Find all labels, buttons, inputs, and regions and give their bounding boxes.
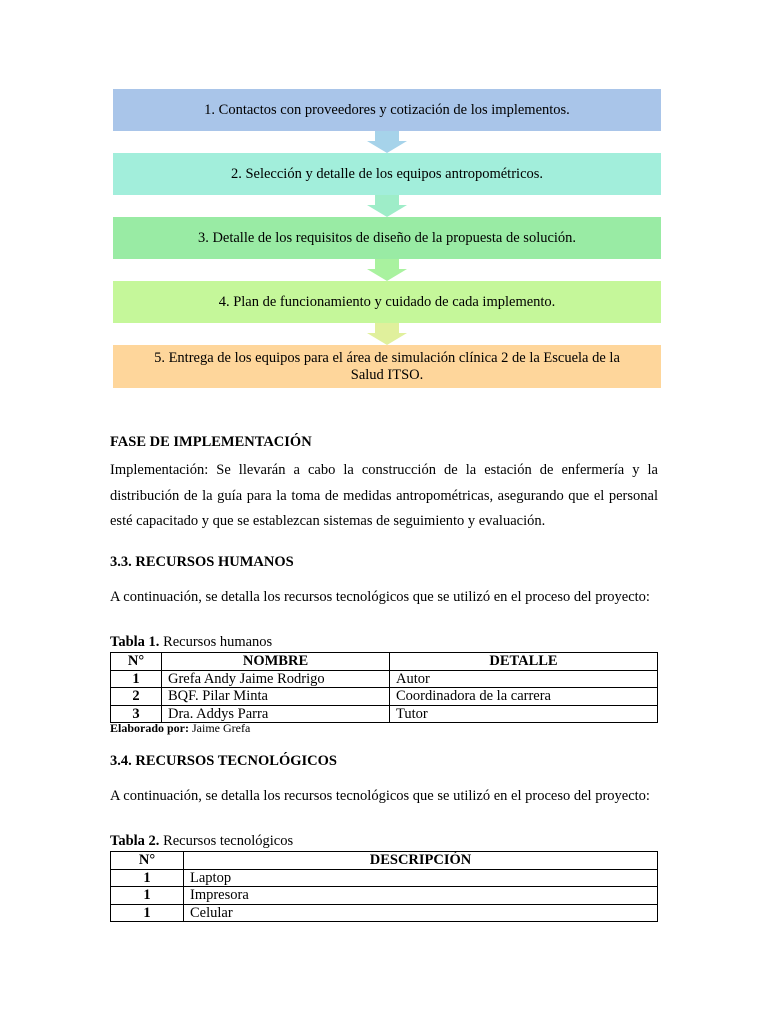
table1-cell-nombre: Grefa Andy Jaime Rodrigo <box>162 670 390 688</box>
flow-step-1: 1. Contactos con proveedores y cotización de los implementos. <box>113 89 661 131</box>
table1-source-label: Elaborado por: <box>110 721 190 735</box>
flow-step-4: 4. Plan de funcionamiento y cuidado de cada implemento. <box>113 281 661 323</box>
table-row <box>111 869 658 887</box>
flow-step-3: 3. Detalle de los requisitos de diseño de la propuesta de solución. <box>113 217 661 259</box>
flow-arrow-4 <box>113 323 661 345</box>
table1-caption-label: Tabla 1. <box>110 634 160 650</box>
process-flow <box>113 89 661 388</box>
fase-paragraph: Implementación: Se llevarán a cabo la construcción de la estación de enfermería y la distribución de la guía para la toma de medidas antropométricas, asegurando que el personal esté capacitado y que se establezcan sistemas de seguimiento y evaluación. <box>110 462 658 529</box>
table2-cell-n: 1 <box>111 904 184 922</box>
table1-header-nombre: NOMBRE <box>162 653 390 671</box>
humanos-intro: A continuación, se detalla los recursos tecnológicos que se utilizó en el proceso del proyecto: <box>110 589 650 605</box>
table1-source <box>110 721 250 736</box>
table2-caption-text: Recursos tecnológicos <box>159 833 294 849</box>
tecnologicos-intro: A continuación, se detalla los recursos tecnológicos que se utilizó en el proceso del proyecto: <box>110 788 650 804</box>
table1-cell-nombre: Dra. Addys Parra <box>162 705 390 723</box>
table2-header-n: N° <box>111 852 184 870</box>
table-recursos-humanos <box>110 652 658 723</box>
table2-header-descripcion: DESCRIPCIÓN <box>184 852 658 870</box>
table2-cell-descripcion: Celular <box>184 904 658 922</box>
table2-cell-n: 1 <box>111 887 184 905</box>
table1-caption <box>110 634 272 651</box>
table1-cell-n: 1 <box>111 670 162 688</box>
table1-header-n: N° <box>111 653 162 671</box>
table1-cell-nombre: BQF. Pilar Minta <box>162 688 390 706</box>
flow-step-5: 5. Entrega de los equipos para el área de simulación clínica 2 de la Escuela de la Salud ITSO. <box>113 345 661 388</box>
humanos-heading: 3.3. RECURSOS HUMANOS <box>110 554 294 570</box>
table1-cell-detalle: Coordinadora de la carrera <box>390 688 658 706</box>
table1-header-detalle: DETALLE <box>390 653 658 671</box>
table1-cell-n: 2 <box>111 688 162 706</box>
table2-cell-n: 1 <box>111 869 184 887</box>
table-recursos-tecnologicos <box>110 851 658 922</box>
tecnologicos-heading: 3.4. RECURSOS TECNOLÓGICOS <box>110 753 337 769</box>
table-row <box>111 688 658 706</box>
table-row <box>111 904 658 922</box>
table2-caption-label: Tabla 2. <box>110 833 160 849</box>
table2-header-row <box>111 852 658 870</box>
table2-cell-descripcion: Impresora <box>184 887 658 905</box>
table1-source-text: Jaime Grefa <box>189 721 251 735</box>
table2-caption <box>110 833 293 850</box>
fase-heading: FASE DE IMPLEMENTACIÓN <box>110 434 312 450</box>
table2-cell-descripcion: Laptop <box>184 869 658 887</box>
flow-arrow-2 <box>113 195 661 217</box>
flow-step-2: 2. Selección y detalle de los equipos antropométricos. <box>113 153 661 195</box>
table1-cell-detalle: Tutor <box>390 705 658 723</box>
table1-cell-detalle: Autor <box>390 670 658 688</box>
table-row <box>111 670 658 688</box>
table1-caption-text: Recursos humanos <box>159 634 273 650</box>
table1-header-row <box>111 653 658 671</box>
table-row <box>111 887 658 905</box>
table-row <box>111 705 658 723</box>
flow-arrow-1 <box>113 131 661 153</box>
table1-cell-n: 3 <box>111 705 162 723</box>
flow-arrow-3 <box>113 259 661 281</box>
